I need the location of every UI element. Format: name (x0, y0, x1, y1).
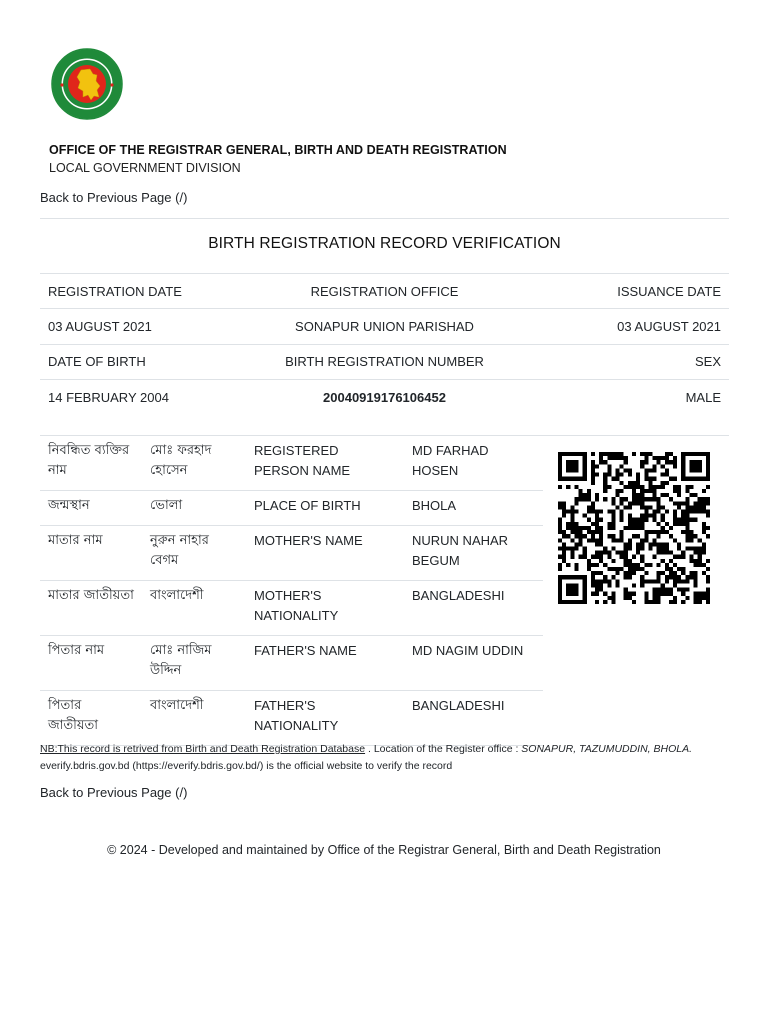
registration-office-label: REGISTRATION OFFICE (310, 284, 459, 299)
en-value: BHOLA (404, 491, 543, 526)
bn-value: বাংলাদেশী (142, 691, 246, 746)
date-of-birth-label: DATE OF BIRTH (48, 354, 146, 369)
issuance-date-value: 03 AUGUST 2021 (617, 319, 721, 334)
register-office-location: SONAPUR, TAZUMUDDIN, BHOLA. (521, 743, 693, 755)
registration-date-label: REGISTRATION DATE (48, 284, 182, 299)
record-title: BIRTH REGISTRATION RECORD VERIFICATION (208, 235, 561, 252)
qr-code (558, 450, 710, 606)
office-subtitle: LOCAL GOVERNMENT DIVISION (49, 161, 241, 175)
info-header-row-1 (40, 273, 729, 308)
en-label: PLACE OF BIRTH (246, 491, 404, 526)
government-seal-logo (50, 45, 124, 123)
en-label: MOTHER'S NATIONALITY (246, 581, 404, 636)
en-label: MOTHER'S NAME (246, 526, 404, 581)
table-row (40, 581, 543, 636)
back-to-previous-link[interactable]: Back to Previous Page (/) (40, 785, 188, 800)
table-row (40, 436, 543, 491)
table-row (40, 491, 543, 526)
bn-value: ভোলা (142, 491, 246, 526)
info-header-row-2 (40, 343, 729, 378)
bn-label: মাতার জাতীয়তা (40, 581, 142, 636)
bn-value: মোঃ ফরহাদ হোসেন (142, 436, 246, 491)
en-label: FATHER'S NATIONALITY (246, 691, 404, 746)
en-value: BANGLADESHI (404, 691, 543, 746)
sex-value: MALE (685, 390, 721, 405)
info-value-row-1 (40, 308, 729, 343)
bn-value: নুরুন নাহার বেগম (142, 526, 246, 581)
table-row (40, 526, 543, 581)
footer-copyright: © 2024 - Developed and maintained by Office of the Registrar General, Birth and Death Registration (107, 843, 661, 857)
bn-value: বাংলাদেশী (142, 581, 246, 636)
date-of-birth-value: 14 FEBRUARY 2004 (48, 390, 169, 405)
en-label: FATHER'S NAME (246, 636, 404, 691)
office-title: OFFICE OF THE REGISTRAR GENERAL, BIRTH AND DEATH REGISTRATION (49, 143, 507, 157)
bn-label: পিতার নাম (40, 636, 142, 691)
official-website-note: everify.bdris.gov.bd (https://everify.bdris.gov.bd/) is the official website to verify the record (40, 760, 453, 772)
verification-note (40, 741, 740, 775)
birth-registration-number-label: BIRTH REGISTRATION NUMBER (285, 354, 484, 369)
en-value: NURUN NAHAR BEGUM (404, 526, 543, 581)
back-to-previous-link[interactable]: Back to Previous Page (/) (40, 190, 188, 205)
bn-value: মোঃ নাজিম উদ্দিন (142, 636, 246, 691)
database-note: NB:This record is retrived from Birth and Death Registration Database (40, 743, 366, 755)
bn-label: পিতার জাতীয়তা (40, 691, 142, 746)
location-prefix: . Location of the Register office : (365, 743, 522, 755)
issuance-date-label: ISSUANCE DATE (617, 284, 721, 299)
info-value-row-2 (40, 379, 729, 414)
bn-label: মাতার নাম (40, 526, 142, 581)
en-value: MD FARHAD HOSEN (404, 436, 543, 491)
en-value: BANGLADESHI (404, 581, 543, 636)
bn-label: জন্মস্থান (40, 491, 142, 526)
bn-label: নিবন্ধিত ব্যক্তির নাম (40, 436, 142, 491)
sex-label: SEX (694, 354, 721, 369)
registration-office-value: SONAPUR UNION PARISHAD (295, 319, 474, 334)
birth-registration-number-value: 20040919176106452 (323, 390, 446, 405)
person-details-table (40, 436, 543, 746)
registration-date-value: 03 AUGUST 2021 (48, 319, 152, 334)
divider (40, 218, 729, 219)
table-row (40, 636, 543, 691)
en-label: REGISTERED PERSON NAME (246, 436, 404, 491)
table-row (40, 691, 543, 746)
en-value: MD NAGIM UDDIN (404, 636, 543, 691)
